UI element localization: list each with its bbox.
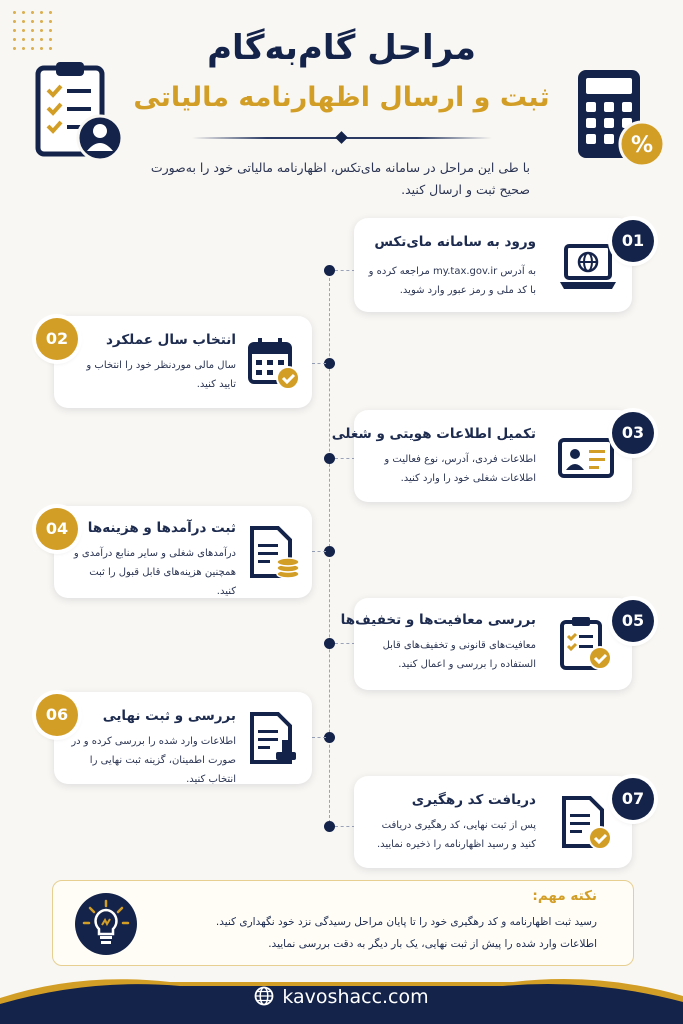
timeline-connector	[312, 737, 326, 738]
step-title: دریافت کد رهگیری	[411, 792, 536, 808]
clipboard-check-icon	[556, 614, 616, 672]
timeline-connector	[312, 551, 326, 552]
footer-website[interactable]	[0, 986, 683, 1008]
step-number-badge: 01	[612, 220, 654, 262]
step-text: اطلاعات فردی، آدرس، نوع فعالیت و اطلاعات شغلی خود را وارد کنید.	[384, 454, 536, 484]
step-text: سال مالی موردنظر خود را انتخاب و تایید کنید.	[86, 360, 236, 390]
step-card-7	[354, 776, 632, 868]
page-subtitle: ثبت و ارسال اظهارنامه مالیاتی	[133, 82, 550, 113]
step-text: درآمدهای شغلی و سایر منابع درآمدی و همچنین هزینه‌های قابل قبول را ثبت کنید.	[73, 548, 236, 597]
step-text: اطلاعات وارد شده را بررسی کرده و در صورت اطمینان، گزینه ثبت نهایی را انتخاب کنید.	[71, 736, 236, 785]
step-number-badge: 03	[612, 412, 654, 454]
step-text: معافیت‌های قانونی و تخفیف‌های قابل الستفاده را بررسی و اعمال کنید.	[382, 640, 536, 670]
step-card-1	[354, 218, 632, 312]
calendar-check-icon	[244, 336, 304, 394]
step-title: بررسی معافیت‌ها و تخفیف‌ها	[340, 612, 536, 628]
step-number-badge: 07	[612, 778, 654, 820]
timeline-connector	[335, 458, 355, 459]
step-number-badge: 05	[612, 600, 654, 642]
note-text	[157, 911, 597, 955]
id-card-icon	[556, 428, 616, 486]
step-title: تکمیل اطلاعات هویتی و شغلی	[331, 426, 536, 442]
footer	[0, 968, 683, 1024]
timeline-connector	[335, 826, 355, 827]
step-card-3	[331, 410, 632, 502]
timeline-connector	[335, 270, 355, 271]
svg-text:%: %	[630, 133, 654, 158]
intro-text: با طی این مراحل در سامانه مای‌تکس، اظهارنامه مالیاتی خود را به‌صورت صحیح ثبت و ارسال کنید.	[150, 160, 530, 197]
step-card-6	[54, 692, 312, 784]
website-label[interactable]: kavoshacc.com	[282, 986, 429, 1008]
laptop-globe-icon	[558, 238, 618, 296]
lightbulb-icon	[75, 893, 137, 955]
divider-diamond	[335, 131, 348, 144]
document-check-icon	[556, 794, 616, 852]
note-line-1: رسید ثبت اظهارنامه و کد رهگیری خود را تا پایان مراحل رسیدگی نزد خود نگهداری کنید.	[215, 916, 597, 928]
timeline-node	[324, 638, 335, 649]
document-coins-icon	[244, 524, 304, 582]
step-card-4	[54, 506, 312, 598]
timeline-node	[324, 821, 335, 832]
note-title: نکته مهم:	[532, 888, 597, 904]
step-card-2	[54, 316, 312, 408]
step-card-5	[340, 598, 632, 690]
timeline-connector	[335, 643, 355, 644]
globe-icon	[254, 986, 274, 1006]
timeline-node	[324, 265, 335, 276]
step-number-badge: 02	[36, 318, 78, 360]
step-text: پس از ثبت نهایی، کد رهگیری دریافت کنید و رسید اظهارنامه را ذخیره نمایید.	[376, 820, 536, 850]
step-title: ورود به سامانه مای‌تکس	[374, 234, 536, 250]
step-title: ثبت درآمدها و هزینه‌ها	[87, 520, 236, 536]
page-title: مراحل گام‌به‌گام	[207, 28, 476, 68]
timeline-connector	[312, 363, 326, 364]
step-number-badge: 04	[36, 508, 78, 550]
note-line-2: اطلاعات وارد شده را پیش از ثبت نهایی، یک بار دیگر به دقت بررسی نمایید.	[268, 938, 597, 950]
step-title: بررسی و ثبت نهایی	[102, 708, 236, 724]
step-title: انتخاب سال عملکرد	[106, 332, 236, 348]
document-stamp-icon	[244, 710, 304, 768]
important-note	[52, 880, 634, 966]
step-number-badge: 06	[36, 694, 78, 736]
timeline-node	[324, 453, 335, 464]
step-text: به آدرس my.tax.gov.ir مراجعه کرده و با کد ملی و رمز عبور وارد شوید.	[368, 266, 536, 296]
